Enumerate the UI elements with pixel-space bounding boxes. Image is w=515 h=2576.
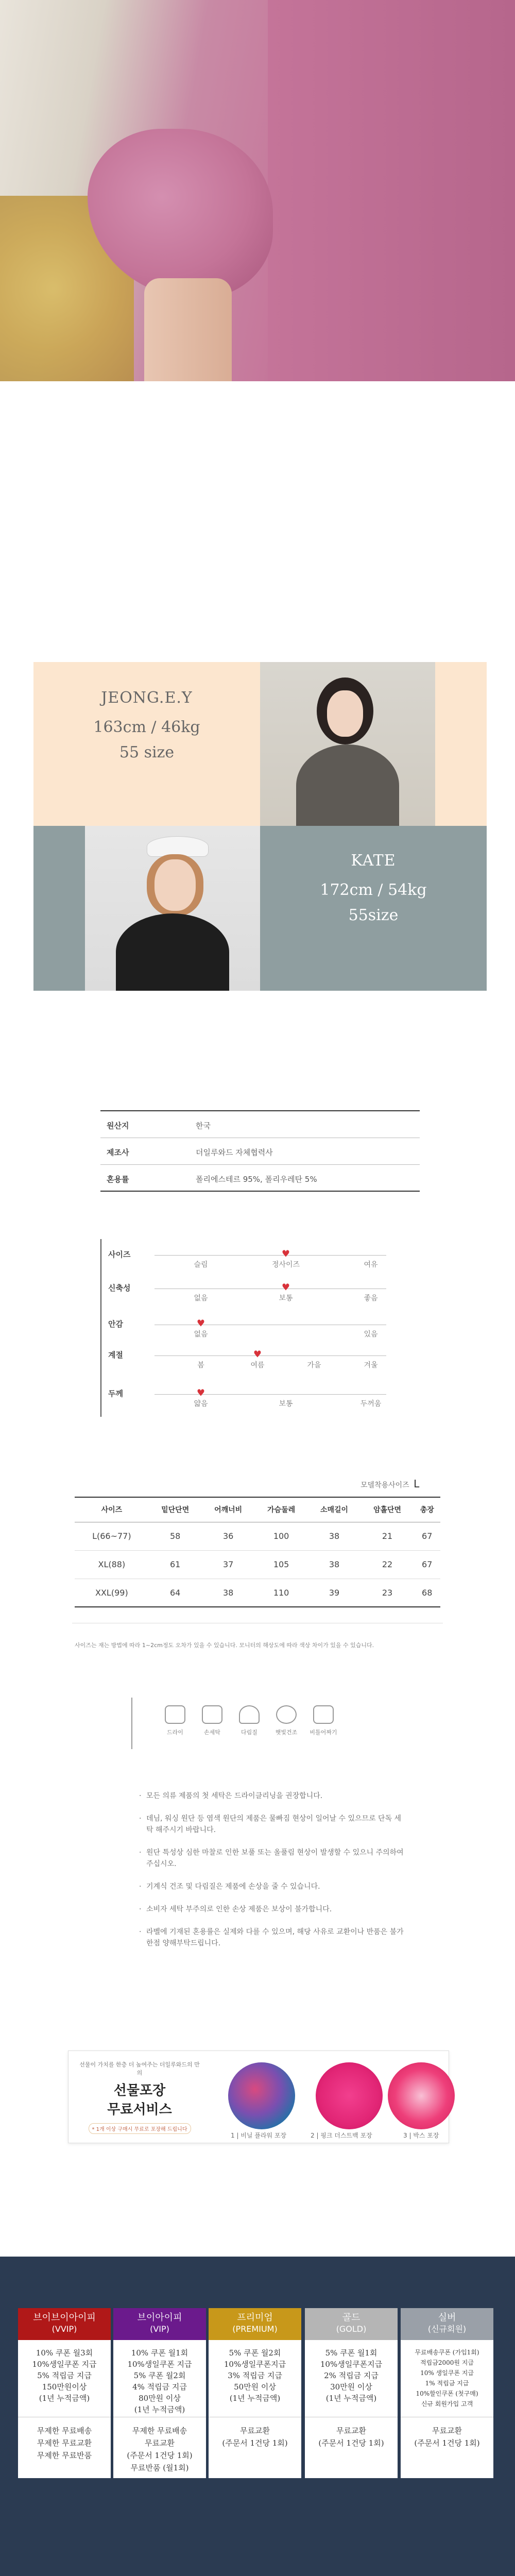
scale-line <box>154 1255 386 1256</box>
size-table-header: 암홀단면 <box>361 1497 414 1522</box>
benefit-line: (1년 누적금액) <box>229 2394 281 2403</box>
grade-header <box>305 2308 398 2340</box>
scale-option: 여유 <box>364 1261 378 1269</box>
grade-header <box>401 2308 493 2340</box>
service-line: (주문서 1건당 1회) <box>414 2438 480 2448</box>
grade-name: 골드 <box>342 2312 360 2323</box>
selected-heart-icon: ♥ <box>253 1349 262 1360</box>
size-table-cell: 37 <box>202 1550 255 1579</box>
scale-line <box>154 1355 386 1356</box>
benefit-line: 10%할인쿠폰 (첫구매) <box>416 2390 478 2397</box>
selected-heart-icon: ♥ <box>196 1387 205 1399</box>
size-table-cell: 58 <box>149 1522 202 1550</box>
scale-option: 정사이즈 <box>271 1261 300 1269</box>
gift-caption: 3 | 박스 포장 <box>403 2132 439 2139</box>
care-note: · 소비자 세탁 부주의로 인한 손상 제품은 보상이 불가합니다. <box>139 1904 407 1915</box>
model-name: KATE <box>351 852 396 870</box>
sun-dry-icon <box>276 1705 297 1724</box>
scale-label: 신축성 <box>108 1283 131 1293</box>
benefit-line: 10% 쿠폰 월3회 <box>36 2348 93 2358</box>
gift-wrap-banner <box>68 2050 449 2143</box>
scale-option: 있음 <box>364 1330 378 1338</box>
grade-name: 실버 <box>438 2312 456 2323</box>
size-table-header: 소매길이 <box>308 1497 361 1522</box>
grade-header <box>18 2308 111 2340</box>
gift-option-flower <box>228 2062 295 2129</box>
size-table-cell: 39 <box>308 1579 361 1607</box>
hand-wash-icon <box>202 1705 222 1724</box>
size-table-cell: 38 <box>308 1522 361 1550</box>
benefit-line: (1년 누적금액) <box>325 2394 377 2403</box>
benefit-line: 10% 쿠폰 월1회 <box>131 2348 188 2358</box>
size-table-header: 가슴둘레 <box>255 1497 308 1522</box>
spec-value: 폴리에스테르 95%, 폴리우레탄 5% <box>196 1175 317 1184</box>
dry-clean-icon <box>165 1705 185 1724</box>
size-table-cell: 61 <box>149 1550 202 1579</box>
benefit-line: 5% 쿠폰 월2회 <box>133 2371 186 2380</box>
benefit-line: 10%생일쿠폰 지급 <box>127 2360 192 2369</box>
membership-grade-card <box>113 2308 206 2478</box>
model-size: 55size <box>348 906 399 924</box>
model-size: 55 size <box>119 743 175 761</box>
spec-row-material <box>100 1165 420 1192</box>
benefit-line: 10% 생일쿠폰 지급 <box>420 2369 474 2377</box>
size-table-cell: 21 <box>361 1522 414 1550</box>
scale-option: 없음 <box>194 1294 208 1302</box>
care-label: 햇빛건조 <box>275 1729 298 1736</box>
scale-option: 보통 <box>279 1294 293 1302</box>
service-line: 무제한 무료배송 <box>37 2426 92 2435</box>
size-note: 사이즈는 재는 방법에 따라 1~2cm정도 오차가 있을 수 있습니다. 모니터의 해상도에 따라 색상 차이가 있을 수 있습니다. <box>75 1642 374 1649</box>
care-item <box>271 1705 302 1736</box>
grade-benefits <box>209 2340 301 2417</box>
benefit-line: 4% 적립금 지급 <box>132 2382 187 2392</box>
grade-name: 프리미엄 <box>237 2312 273 2323</box>
scale-option: 가을 <box>307 1361 321 1369</box>
size-table <box>75 1497 440 1607</box>
grade-services <box>209 2417 301 2456</box>
scale-label: 사이즈 <box>108 1250 131 1259</box>
membership-grade-card <box>18 2308 111 2478</box>
grade-header <box>209 2308 301 2340</box>
size-table-cell: 23 <box>361 1579 414 1607</box>
service-line: (주문서 1건당 1회) <box>318 2438 384 2448</box>
spec-value: 더일루와드 자체협력사 <box>196 1148 273 1157</box>
model-measure: 163cm / 46kg <box>93 718 200 736</box>
benefit-line: 1% 적립금 지급 <box>425 2380 469 2387</box>
size-table-header: 총장 <box>414 1497 440 1522</box>
benefit-line: 5% 쿠폰 월2회 <box>229 2348 281 2358</box>
grade-benefits <box>18 2340 111 2417</box>
model-panel-1 <box>33 662 260 826</box>
scale-option: 얇음 <box>194 1400 208 1408</box>
gift-title-2: 무료서비스 <box>107 2102 172 2117</box>
care-item <box>197 1705 228 1736</box>
service-line: 무제한 무료배송 <box>132 2426 187 2435</box>
scale-label: 두께 <box>108 1389 123 1398</box>
care-note: · 모든 의류 제품의 첫 세탁은 드라이클리닝을 권장합니다. <box>139 1790 407 1802</box>
size-table-cell: 100 <box>255 1522 308 1550</box>
care-notes <box>139 1790 407 1960</box>
size-table-cell: L(66~77) <box>75 1522 149 1550</box>
scale-option: 여름 <box>250 1361 265 1369</box>
benefit-line: 2% 적립금 지급 <box>324 2371 379 2380</box>
benefit-line: (1년 누적금액) <box>134 2405 185 2414</box>
service-line: (주문서 1건당 1회) <box>127 2451 193 2460</box>
care-item <box>160 1705 191 1736</box>
size-table-cell: XL(88) <box>75 1550 149 1579</box>
spec-key: 혼용률 <box>107 1175 129 1184</box>
product-photo-sleeve <box>0 0 515 381</box>
care-item <box>234 1705 265 1736</box>
grade-services <box>401 2417 493 2456</box>
gift-option-box <box>388 2062 455 2129</box>
benefit-line: 신규 회원가입 고객 <box>421 2400 473 2408</box>
selected-heart-icon: ♥ <box>281 1282 290 1293</box>
grade-header <box>113 2308 206 2340</box>
model-size-caption: 모델착용사이즈 L <box>360 1478 420 1490</box>
scale-option: 없음 <box>194 1330 208 1338</box>
benefit-line: 150만원이상 <box>42 2382 87 2392</box>
care-note: · 원단 특성상 심한 마찰로 인한 보풀 또는 올풀림 현상이 발생할 수 있으니 주의하여 주십시오. <box>139 1847 407 1870</box>
benefit-line: 3% 적립금 지급 <box>228 2371 282 2380</box>
care-label: 드라이 <box>167 1729 183 1736</box>
scale-option: 좋음 <box>364 1294 378 1302</box>
scale-label: 안감 <box>108 1319 123 1329</box>
care-item <box>308 1705 339 1736</box>
benefit-line: (1년 누적금액) <box>39 2394 90 2403</box>
model-photo-1 <box>260 662 435 826</box>
care-note: · 기계식 건조 및 다림질은 제품에 손상을 줄 수 있습니다. <box>139 1881 407 1892</box>
scale-option: 보통 <box>279 1400 293 1408</box>
benefit-line: 80만원 이상 <box>139 2394 181 2403</box>
size-table-header: 밑단단면 <box>149 1497 202 1522</box>
service-line: 무제한 무료반품 <box>37 2451 92 2460</box>
spec-row-maker <box>100 1138 420 1165</box>
size-table-cell: 36 <box>202 1522 255 1550</box>
grade-eng: (VIP) <box>150 2324 169 2334</box>
gift-caption: 1 | 비닐 플라워 포장 <box>231 2132 287 2139</box>
scale-line <box>154 1394 386 1395</box>
scale-option: 봄 <box>197 1361 204 1369</box>
benefit-line: 5% 쿠폰 월1회 <box>325 2348 377 2358</box>
gift-title-1: 선물포장 <box>113 2083 166 2098</box>
service-line: 무료교환 <box>240 2426 270 2435</box>
grade-eng: (PREMIUM) <box>232 2324 278 2334</box>
grade-benefits <box>305 2340 398 2417</box>
spec-row-origin <box>100 1111 420 1138</box>
model-panel-2 <box>260 826 487 991</box>
model-photo-2 <box>85 826 260 991</box>
size-table-cell: 64 <box>149 1579 202 1607</box>
benefit-line: 10%생일쿠폰지급 <box>320 2360 383 2369</box>
size-table-cell: 67 <box>414 1522 440 1550</box>
iron-icon <box>239 1705 260 1724</box>
grade-eng: (VVIP) <box>52 2324 77 2334</box>
size-table-cell: 38 <box>202 1579 255 1607</box>
care-label: 비틀어짜기 <box>310 1729 337 1736</box>
benefit-line: 10%생일쿠폰 지급 <box>32 2360 97 2369</box>
gift-note: * 1개 이상 구매시 무료로 포장해 드립니다 <box>89 2123 191 2134</box>
size-table-row <box>75 1522 440 1550</box>
benefit-line: 무료배송쿠폰 (가입1회) <box>415 2349 479 2356</box>
service-line: 무료교환 <box>336 2426 366 2435</box>
gift-option-dustbag <box>316 2062 383 2129</box>
service-line: (주문서 1건당 1회) <box>222 2438 288 2448</box>
care-label: 다림질 <box>241 1729 258 1736</box>
service-line: 무료교환 <box>145 2438 175 2448</box>
benefit-line: 50만원 이상 <box>234 2382 276 2392</box>
spec-key: 원산지 <box>107 1121 129 1130</box>
benefit-line: 10%생일쿠폰지급 <box>224 2360 286 2369</box>
membership-grade-card <box>209 2308 301 2478</box>
benefit-line: 30만원 이상 <box>330 2382 372 2392</box>
scale-option: 두꺼움 <box>360 1400 382 1408</box>
service-line: 무료교환 <box>432 2426 462 2435</box>
care-note: · 데님, 워싱 원단 등 염색 원단의 제품은 물빠짐 현상이 일어날 수 있으므로 단독 세탁 해주시기 바랍니다. <box>139 1813 407 1836</box>
grade-name: 브이아이피 <box>137 2312 182 2323</box>
size-table-cell: 38 <box>308 1550 361 1579</box>
grade-name: 브이브이아이피 <box>33 2312 96 2323</box>
grade-eng: (신규회원) <box>427 2324 467 2334</box>
size-table-header: 어깨너비 <box>202 1497 255 1522</box>
size-table-cell: 67 <box>414 1550 440 1579</box>
scale-option: 겨울 <box>364 1361 378 1369</box>
size-table-cell: 105 <box>255 1550 308 1579</box>
grade-services <box>18 2417 111 2469</box>
size-table-cell: 68 <box>414 1579 440 1607</box>
grade-eng: (GOLD) <box>336 2324 367 2334</box>
scale-option: 슬림 <box>194 1261 208 1269</box>
membership-grade-card <box>305 2308 398 2478</box>
gift-caption: 2 | 핑크 더스트백 포장 <box>311 2132 372 2139</box>
service-line: 무료반품 (월1회) <box>130 2463 189 2472</box>
membership-grade-card <box>401 2308 493 2478</box>
benefit-line: 5% 적립금 지급 <box>37 2371 92 2380</box>
grade-benefits <box>113 2340 206 2417</box>
selected-heart-icon: ♥ <box>281 1248 290 1260</box>
benefit-line: 적립금2000원 지급 <box>420 2359 474 2366</box>
size-table-cell: 110 <box>255 1579 308 1607</box>
model-measure: 172cm / 54kg <box>320 881 427 899</box>
spec-key: 제조사 <box>107 1148 129 1157</box>
size-table-cell: 22 <box>361 1550 414 1579</box>
care-label: 손세탁 <box>204 1729 220 1736</box>
spec-value: 한국 <box>196 1121 211 1130</box>
selected-heart-icon: ♥ <box>196 1318 205 1329</box>
size-table-row <box>75 1550 440 1579</box>
gift-intro: 선물이 가치를 한층 더 높여주는 더일루와드의 만의 <box>79 2061 200 2076</box>
service-line: 무제한 무료교환 <box>37 2438 92 2448</box>
scale-label: 계절 <box>108 1350 123 1360</box>
no-wring-icon <box>313 1705 334 1724</box>
size-table-cell: XXL(99) <box>75 1579 149 1607</box>
care-note: · 라벨에 기재된 혼용률은 실제와 다를 수 있으며, 해당 사유로 교환이나 반품은 불가한점 양해부탁드립니다. <box>139 1926 407 1949</box>
model-name: JEONG.E.Y <box>101 689 193 707</box>
grade-services <box>113 2417 206 2481</box>
grade-benefits <box>401 2340 493 2417</box>
size-table-header: 사이즈 <box>75 1497 149 1522</box>
grade-services <box>305 2417 398 2456</box>
size-table-row <box>75 1579 440 1607</box>
